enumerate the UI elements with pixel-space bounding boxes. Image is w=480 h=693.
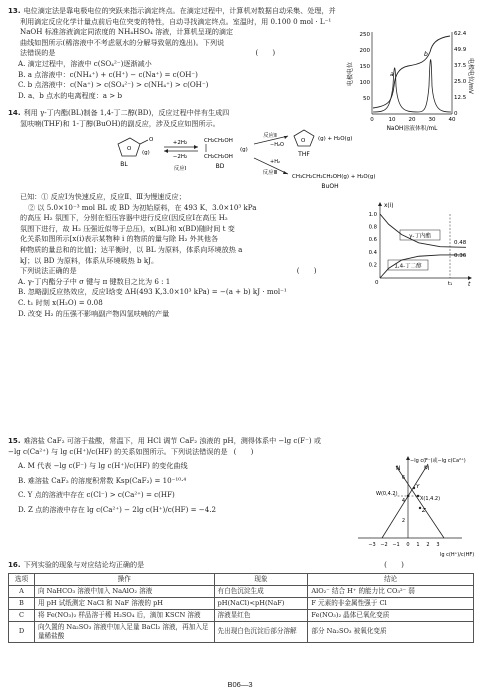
q14-reaction1-label: 反应Ⅰ [173,166,187,172]
q14-buoh-label: BuOH [321,183,339,190]
q13-option-a: A. 滴定过程中，溶液中 c(SO₄²⁻)逐渐减小 [18,58,152,68]
q13-line-1: 13. 电位滴定法是靠电极电位的突跃来指示滴定终点。在滴定过程中，计算机对数据自动采集、处理，并 [8,6,336,15]
q15-option-b: B. 难溶盐 CaF₂ 的溶度积常数 Ksp(CaF₂) = 10⁻¹⁰·⁴ [18,475,187,485]
q16-table [8,573,474,643]
q14-y-tick-1: 0.8 [368,224,377,231]
q14-line-2: 氢呋喃(THF)和 1-丁醇(BuOH)的副反应，涉及反应如图所示。 [20,118,220,128]
q14-answer-paren: ( ) [296,266,317,276]
q13-point-b: b [424,51,428,58]
svg-text:O: O [301,138,306,144]
q14-state-g2: (g) [240,147,248,153]
q13-right-tick-0: 62.4 [454,31,467,37]
q15-x-tick-0: −3 [368,542,376,548]
exam-page [8,6,474,688]
q14-bd-label: BD [215,163,225,170]
q16-header-phenomenon: 现象 [214,573,308,585]
q13-x-tick-0: 0 [370,117,374,123]
q13-right-tick-3: 25.0 [454,79,467,85]
q13-line-2: 利用滴定反应化学计量点前后电位突变的特性，自动寻找滴定终点。室温时，用 0.100 0 mol · L⁻¹ [20,16,332,26]
q16-header-operation: 操作 [34,573,214,585]
q13-left-axis-label: 电极电位 [347,61,354,87]
q13-x-tick-1: 10 [388,117,396,123]
q14-state-g1: (g) [142,150,150,156]
q13-option-d: D. a、b 点水的电离程度：a > b [18,90,123,100]
q13-right-tick-1: 49.9 [454,47,467,53]
q15-y-tick-1: 4 [401,498,405,504]
q13-line-4: 曲线如图所示(稀溶液中不考虑氨水的分解导致氨的逸出)。下列说 [20,37,225,47]
q16-number: 16. [8,560,21,569]
q16-header-option: 选项 [9,573,35,585]
q14-reaction-scheme [108,130,428,192]
q14-value1: 0.48 [454,240,467,246]
q14-minus-h2o: −H₂O [270,142,284,148]
q14-bd-formula2: CH₂CH₂OH [204,154,233,160]
q15-answer-paren: ( ) [233,446,254,456]
q15-point-z: Z [422,508,426,514]
q15-point-x: X(1,4.2) [420,496,441,502]
q14-reaction2-label: 反应Ⅱ [263,133,277,139]
q14-y-tick-3: 0.4 [368,249,377,256]
q14-option-d: D. 改变 H₂ 的压强不影响副产物四氢呋喃的产量 [18,308,170,318]
q14-y-label: x(i) [384,203,394,209]
table-row: A 向 NaHCO₃ 溶液中加入 NaAlO₂ 溶液 有白色沉淀生成 AlO₂⁻ 结合 H⁺ 的能力比 CO₃²⁻ 弱 [9,585,474,597]
q15-line-n-label: N [396,465,401,472]
q14-value2: 0.36 [454,253,467,259]
q13-option-c: C. b 点溶液中：c(Na⁺) > c(SO₄²⁻) > c(NH₄⁺) > c(OH⁻) [18,80,209,90]
q14-known-5: 化关系如图所示[x(i)表示某物种 i 的物质的量与除 H₂ 外其他各 [20,234,219,244]
q15-x-label: lg c(H⁺)/c(HF) [440,552,475,558]
q14-option-b: B. 忽略副反应热效应，反应Ⅰ焓变 ΔH(493 K,3.0×10³ kPa) = −(a + b) kJ · mol⁻¹ [18,287,287,297]
q15-x-tick-5: 2 [426,542,430,548]
q13-left-tick-0: 250 [359,32,370,38]
q15-point-w: W(0,4.2) [376,491,398,497]
q13-left-tick-3: 100 [359,80,370,86]
q14-bd-formula: CH₂CH₂OH [204,138,233,144]
q13-x-tick-2: 20 [408,117,416,123]
q14-origin: 0 [375,280,379,286]
q13-option-b: B. a 点溶液中：c(NH₄⁺) + c(H⁺) − c(Na⁺) = c(OH⁻) [18,69,198,79]
q13-left-tick-4: 50 [363,96,370,102]
q14-bl-label: BL [120,161,128,168]
q13-line-3: NaOH 标准溶液滴定同浓度的 NH₄HSO₄ 溶液，计算机呈现的滴定 [20,27,234,37]
question-15 [8,436,475,558]
q14-x-label: t [468,281,471,288]
q13-x-tick-4: 40 [448,117,456,123]
q13-right-axis-label: 电极电位/mV [467,58,474,94]
q15-y-tick-2: 2 [401,518,405,524]
q15-line-2: −lg c(Ca²⁺) 与 lg c(H⁺)/c(HF) 的关系如图所示。下列说法错误的是 ( ) [8,446,254,456]
q15-x-tick-1: −2 [380,542,388,548]
q14-y-tick-4: 0.2 [368,262,377,269]
q13-potential-curve [373,36,450,108]
q13-right-tick-4: 12.5 [454,95,467,101]
q14-reagent3: +H₂ [270,159,280,165]
q15-option-a: A. M 代表 −lg c(F⁻) 与 lg c(H⁺)/c(HF) 的变化曲线 [18,461,188,471]
q14-reagent-back: −2H₂ [172,154,188,160]
q14-known-6: 种物质的量总和的比值]；达平衡时，以 BL 为原料，体系向环境放热 a [20,244,243,254]
q15-line-1: 15. 难溶盐 CaF₂ 可溶于盐酸，常温下，用 HCl 调节 CaF₂ 浊液的 pH，测得体系中 −lg c(F⁻) 或 [8,436,321,445]
q14-buoh-product: CH₃CH₂CH₂CH₂OH(g) + H₂O(g) [292,174,376,180]
q14-thf-label: THF [298,151,310,158]
q14-question: 下列说法正确的是 ( ) [20,266,317,276]
q15-y-label: −lg c(F⁻)或−lg c(Ca²⁺) [410,458,466,464]
question-14 [8,108,474,318]
q15-y-tick-0: 6 [401,475,405,481]
q13-derivative-curve [373,60,451,112]
q15-option-d: D. Z 点的溶液中存在 lg c(Ca²⁺) − 2lg c(H⁺)/c(HF) = −4.2 [18,504,217,514]
q14-curve2-label: 1,4-丁二醇 [394,263,422,270]
q13-number: 13. [8,6,21,15]
svg-text:O: O [127,146,132,152]
q15-line-m-label: M [424,465,430,472]
q16-header-conclusion: 结论 [308,573,474,585]
q13-left-tick-2: 150 [359,64,370,70]
q13-x-label: NaOH溶液体积/mL [386,126,438,132]
q13-x-tick-3: 30 [428,117,436,123]
q15-number: 15. [8,436,21,445]
q13-point-a: a [390,71,394,78]
q13-right-tick-5: 0 [454,111,458,117]
q15-x-tick-3: 0 [406,542,410,548]
q14-curve1-label: γ-丁内酯 [409,233,431,240]
svg-text:O: O [149,137,154,143]
q16-line: 16. 下列实验的现象与对应结论均正确的是 ( ) [8,560,404,569]
q14-known-2: ② 以 5.0×10⁻³ mol BL 或 BD 为初始原料，在 493 K、3.0×10³ kPa [28,202,257,212]
q14-reagent-fwd: +2H₂ [172,140,188,146]
q14-option-a: A. γ-丁内酯分子中 σ 键与 π 键数目之比为 6 : 1 [18,276,171,286]
q13-left-tick-1: 200 [359,48,370,54]
q14-thf-product: (g) + H₂O(g) [318,136,353,142]
q14-y-tick-0: 1.0 [368,212,377,218]
q14-option-c: C. t₁ 时刻 x(H₂O) = 0.08 [18,297,103,307]
q15-point-y: Y [416,484,420,490]
q16-table-header [9,573,474,585]
q14-y-tick-2: 0.6 [368,237,377,244]
table-row: C 将 Fe(NO₃)₂ 样品溶于稀 H₂SO₄ 后，滴加 KSCN 溶液 溶液显红色 Fe(NO₃)₂ 晶体已氧化变质 [9,609,474,621]
q13-line-5: 法错误的是 ( ) [20,48,276,58]
q15-solubility-chart [352,456,474,562]
q14-x-tick-t1: t₁ [447,281,453,287]
table-row: B 用 pH 试纸测定 NaCl 和 NaF 溶液的 pH pH(NaCl)<pH(NaF) F 元素的非金属性强于 Cl [9,597,474,609]
q14-known-7: kJ；以 BD 为原料，体系从环境吸热 b kJ。 [20,255,159,265]
page-footer: B06—3 [227,680,253,689]
q16-answer-paren: ( ) [384,560,404,569]
q14-line-1: 14. 利用 γ-丁内酯(BL)制备 1,4-丁二醇(BD)，反应过程中伴有生成四 [8,108,230,117]
q15-x-tick-6: 3 [436,542,440,548]
q13-right-tick-2: 37.5 [454,63,467,69]
q14-known-3: 的高压 H₂ 氛围下，分别在恒压容器中进行反应(因反应Ⅰ在高压 H₂ [20,213,228,223]
q14-known-4: 氛围下进行，故 H₂ 压强近似等于总压)，x(BL)和 x(BD)随时间 t 变 [20,223,235,233]
question-16 [8,560,474,643]
q14-mole-fraction-chart [362,200,474,288]
table-row: D 向久置的 Na₂SO₃ 溶液中加入足量 BaCl₂ 溶液，再加入足量稀盐酸 先出现白色沉淀后部分溶解 部分 Na₂SO₃ 被氧化变质 [9,621,474,642]
q14-number: 14. [8,108,21,117]
q15-x-tick-2: −1 [392,542,400,548]
q13-answer-paren: ( ) [255,48,276,58]
q14-known-1: 已知：① 反应Ⅰ为快速反应，反应Ⅱ、Ⅲ为慢速反应； [20,192,186,201]
q15-x-tick-4: 1 [416,542,420,548]
q14-reaction3-label: 反应Ⅲ [262,170,278,176]
q15-option-c: C. Y 点的溶液中存在 c(Cl⁻) > c(Ca²⁺) = c(HF) [18,490,175,500]
